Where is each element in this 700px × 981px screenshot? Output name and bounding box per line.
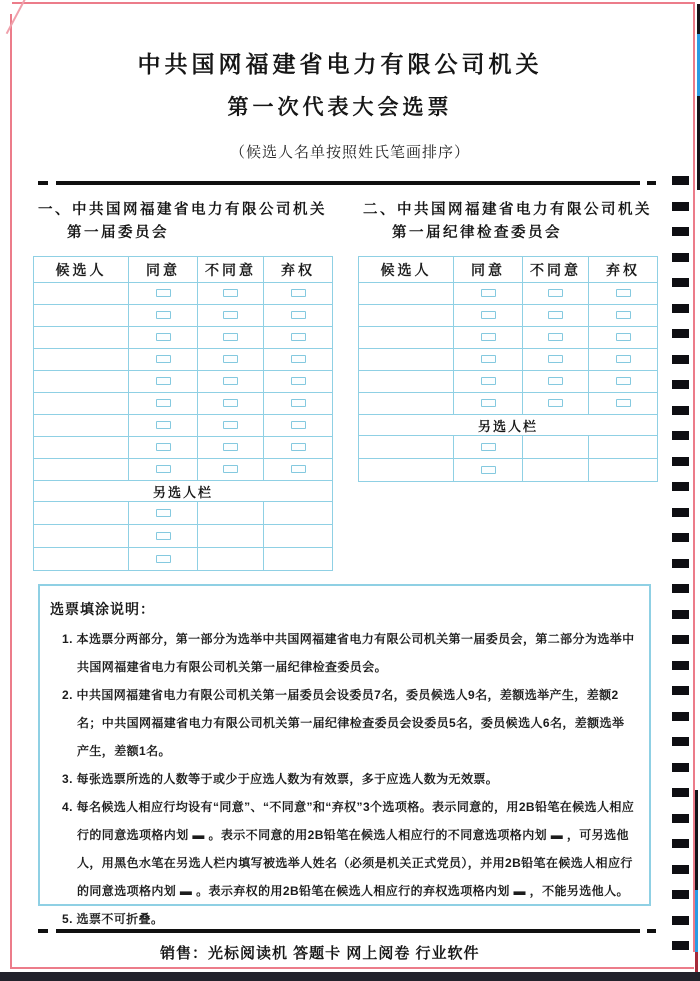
option-cell [129, 327, 198, 349]
option-cell [523, 327, 589, 349]
section2-number: 二、 [363, 202, 397, 218]
option-cell [264, 415, 333, 437]
fill-bubble[interactable] [223, 311, 238, 319]
fill-bubble[interactable] [481, 399, 496, 407]
separator-bar-bottom [56, 929, 640, 933]
omr-timing-mark [672, 610, 689, 619]
column-header-1: 同意 [454, 257, 523, 283]
table-row [359, 459, 658, 482]
fill-bubble[interactable] [481, 333, 496, 341]
column-header-0: 候选人 [34, 257, 129, 283]
fill-bubble[interactable] [223, 421, 238, 429]
option-cell [264, 525, 333, 548]
fill-bubble[interactable] [223, 289, 238, 297]
table-row [359, 283, 658, 305]
option-cell [264, 548, 333, 571]
option-cell [129, 525, 198, 548]
table-row [34, 371, 333, 393]
candidate-name-cell [359, 349, 454, 371]
omr-timing-mark [672, 865, 689, 874]
candidate-name-cell [359, 327, 454, 349]
fill-bubble[interactable] [223, 355, 238, 363]
section1-number: 一、 [38, 202, 72, 218]
fill-bubble[interactable] [481, 377, 496, 385]
option-cell [523, 436, 589, 459]
candidate-name-cell [359, 305, 454, 327]
write-in-name-cell[interactable] [34, 525, 129, 548]
fill-bubble[interactable] [291, 399, 306, 407]
fill-bubble[interactable] [616, 289, 631, 297]
option-cell [454, 371, 523, 393]
omr-timing-mark [672, 890, 689, 899]
option-cell [198, 437, 264, 459]
fill-bubble[interactable] [481, 443, 496, 451]
omr-timing-mark [672, 176, 689, 185]
option-cell [589, 371, 658, 393]
write-in-name-cell[interactable] [34, 502, 129, 525]
subtitle-sort-note: （候选人名单按照姓氏笔画排序） [229, 145, 470, 161]
candidate-name-cell [34, 393, 129, 415]
scan-corner-artifact [6, 0, 27, 34]
table-row [359, 327, 658, 349]
option-cell [454, 459, 523, 482]
option-cell [198, 393, 264, 415]
separator-bar-top [56, 181, 640, 185]
fill-bubble[interactable] [156, 399, 171, 407]
table-row [34, 525, 333, 548]
instructions-title: 选票填涂说明： [50, 601, 155, 617]
omr-timing-mark [672, 814, 689, 823]
fill-bubble[interactable] [223, 399, 238, 407]
option-cell [264, 283, 333, 305]
fill-bubble[interactable] [223, 443, 238, 451]
candidate-name-cell [34, 327, 129, 349]
fill-bubble[interactable] [291, 311, 306, 319]
fill-bubble[interactable] [548, 377, 563, 385]
option-cell [523, 283, 589, 305]
option-cell [264, 371, 333, 393]
table-row [34, 393, 333, 415]
option-cell [264, 327, 333, 349]
instruction-item-5: 5. 选票不可折叠。 [62, 912, 164, 926]
fill-bubble[interactable] [548, 333, 563, 341]
omr-timing-mark [672, 584, 689, 593]
fill-bubble[interactable] [291, 355, 306, 363]
instruction-item-1: 1. 本选票分两部分，第一部分为选举中共国网福建省电力有限公司机关第一届委员会，第二部分为选举中共国网福建省电力有限公司机关第一届纪律检查委员会。 [62, 632, 635, 674]
page-title: 中共国网福建省电力有限公司机关 [137, 51, 543, 77]
write-in-section-label: 另选人栏 [34, 481, 333, 502]
fill-bubble[interactable] [291, 465, 306, 473]
scan-edge-top [12, 2, 693, 4]
candidate-name-cell [34, 459, 129, 481]
instructions-box [38, 584, 651, 926]
fill-bubble[interactable] [291, 377, 306, 385]
option-cell [198, 327, 264, 349]
option-cell [454, 393, 523, 415]
table-row [359, 393, 658, 415]
option-cell [198, 371, 264, 393]
fill-bubble[interactable] [291, 443, 306, 451]
option-cell [523, 371, 589, 393]
table-row [359, 436, 658, 459]
omr-timing-mark [672, 635, 689, 644]
table-row [359, 371, 658, 393]
fill-bubble[interactable] [223, 333, 238, 341]
option-cell [589, 349, 658, 371]
candidate-name-cell [359, 283, 454, 305]
instructions-list [40, 625, 649, 933]
table-row [34, 349, 333, 371]
omr-timing-mark [672, 661, 689, 670]
omr-timing-mark [672, 559, 689, 568]
table-row [34, 437, 333, 459]
candidate-name-cell [34, 415, 129, 437]
omr-timing-mark [672, 788, 689, 797]
omr-timing-mark [672, 482, 689, 491]
fill-bubble[interactable] [481, 311, 496, 319]
candidate-name-cell [34, 283, 129, 305]
table-row [34, 283, 333, 305]
omr-timing-mark [672, 253, 689, 262]
table-row [34, 459, 333, 481]
separator-dash-right-bottom [647, 929, 656, 933]
column-header-3: 弃权 [264, 257, 333, 283]
fill-bubble[interactable] [156, 355, 171, 363]
option-cell [523, 459, 589, 482]
table-row [359, 349, 658, 371]
option-cell [198, 305, 264, 327]
instruction-item-3: 3. 每张选票所选的人数等于或少于应选人数为有效票，多于应选人数为无效票。 [62, 772, 499, 786]
fill-bubble[interactable] [156, 555, 171, 563]
option-cell [198, 349, 264, 371]
omr-timing-mark [672, 406, 689, 415]
option-cell [523, 393, 589, 415]
option-cell [129, 502, 198, 525]
fill-bubble[interactable] [156, 509, 171, 517]
section1-org: 中共国网福建省电力有限公司机关 [72, 202, 327, 218]
option-cell [129, 305, 198, 327]
table-row [359, 305, 658, 327]
table-row [34, 502, 333, 525]
fill-bubble[interactable] [548, 355, 563, 363]
option-cell [198, 459, 264, 481]
omr-timing-mark [672, 457, 689, 466]
option-cell [589, 283, 658, 305]
option-cell [264, 393, 333, 415]
option-cell [198, 502, 264, 525]
option-cell [129, 349, 198, 371]
discipline-ballot-table [358, 256, 658, 482]
fill-bubble[interactable] [481, 355, 496, 363]
option-cell [454, 305, 523, 327]
option-cell [589, 393, 658, 415]
omr-timing-mark [672, 737, 689, 746]
fill-bubble[interactable] [548, 311, 563, 319]
option-cell [454, 349, 523, 371]
fill-bubble[interactable] [548, 399, 563, 407]
scan-edge-bottom [10, 967, 694, 969]
vendor-sales-line: 销售：光标阅读机 答题卡 网上阅卷 行业软件 [160, 945, 480, 962]
option-cell [264, 437, 333, 459]
option-cell [589, 327, 658, 349]
omr-timing-mark [672, 227, 689, 236]
option-cell [129, 415, 198, 437]
fill-bubble[interactable] [156, 443, 171, 451]
fill-bubble[interactable] [156, 311, 171, 319]
omr-timing-mark [672, 202, 689, 211]
fill-bubble[interactable] [291, 289, 306, 297]
fill-bubble[interactable] [156, 289, 171, 297]
omr-timing-mark [672, 686, 689, 695]
fill-bubble[interactable] [548, 289, 563, 297]
option-cell [129, 459, 198, 481]
fill-bubble[interactable] [156, 377, 171, 385]
section2-org: 中共国网福建省电力有限公司机关 [397, 202, 652, 218]
option-cell [454, 327, 523, 349]
option-cell [523, 305, 589, 327]
fill-bubble[interactable] [616, 333, 631, 341]
fill-bubble[interactable] [616, 377, 631, 385]
candidate-name-cell [34, 371, 129, 393]
option-cell [198, 283, 264, 305]
omr-timing-mark [672, 763, 689, 772]
option-cell [523, 349, 589, 371]
option-cell [264, 349, 333, 371]
option-cell [589, 436, 658, 459]
option-cell [129, 437, 198, 459]
table-row [34, 548, 333, 571]
fill-bubble[interactable] [223, 465, 238, 473]
column-header-0: 候选人 [359, 257, 454, 283]
omr-timing-mark [672, 278, 689, 287]
instruction-item-2: 2. 中共国网福建省电力有限公司机关第一届委员会设委员7名，委员候选人9名，差额选举产生，差额2名；中共国网福建省电力有限公司机关第一届纪律检查委员会设委员5名，委员候选人6名，差额选举产生，差额1名。 [62, 688, 625, 758]
option-cell [198, 548, 264, 571]
omr-timing-mark [672, 941, 689, 950]
separator-dash-right [647, 181, 656, 185]
write-in-name-cell[interactable] [359, 436, 454, 459]
omr-timing-mark [672, 712, 689, 721]
option-cell [198, 525, 264, 548]
omr-timing-mark [672, 329, 689, 338]
column-header-3: 弃权 [589, 257, 658, 283]
scan-bottom-band [0, 972, 700, 981]
section2-heading [363, 198, 652, 219]
page-title-line2: 第一次代表大会选票 [227, 96, 453, 119]
omr-timing-mark [672, 916, 689, 925]
option-cell [129, 393, 198, 415]
table-row [34, 305, 333, 327]
omr-timing-mark [672, 355, 689, 364]
option-cell [129, 283, 198, 305]
option-cell [454, 436, 523, 459]
scan-strip-blue-bottom [695, 890, 698, 952]
omr-timing-mark [672, 533, 689, 542]
omr-timing-mark [672, 508, 689, 517]
option-cell [589, 305, 658, 327]
option-cell [264, 305, 333, 327]
option-cell [264, 502, 333, 525]
separator-dash-left-bottom [38, 929, 48, 933]
option-cell [589, 459, 658, 482]
separator-dash-left [38, 181, 48, 185]
scan-strip-black-lower [695, 790, 698, 890]
omr-timing-mark [672, 431, 689, 440]
fill-bubble[interactable] [156, 532, 171, 540]
candidate-name-cell [34, 437, 129, 459]
write-in-name-cell[interactable] [34, 548, 129, 571]
section2-committee: 第一届纪律检查委员会 [392, 225, 562, 241]
column-header-2: 不同意 [523, 257, 589, 283]
committee-ballot-table [33, 256, 333, 571]
omr-timing-mark [672, 839, 689, 848]
fill-bubble[interactable] [481, 466, 496, 474]
omr-timing-mark [672, 304, 689, 313]
write-in-name-cell[interactable] [359, 459, 454, 482]
fill-bubble[interactable] [223, 377, 238, 385]
fill-bubble[interactable] [291, 333, 306, 341]
section1-heading [38, 198, 327, 219]
candidate-name-cell [359, 393, 454, 415]
table-row [34, 415, 333, 437]
omr-timing-mark [672, 380, 689, 389]
fill-bubble[interactable] [616, 355, 631, 363]
option-cell [198, 415, 264, 437]
fill-bubble[interactable] [616, 399, 631, 407]
fill-bubble[interactable] [156, 333, 171, 341]
option-cell [129, 548, 198, 571]
instruction-item-4: 4. 每名候选人相应行均设有“同意”、“不同意”和“弃权”3个选项格。表示同意的，用2B铅笔在候选人相应行的同意选项格内划 ▬ 。表示不同意的用2B铅笔在候选人相应行的不同意选项格内划 ▬ ，可另选他人，用黑色水笔在另选人栏内填写被选举人姓名（必须是机关正式党员），并用2B铅笔在候选人相应行的同意选项格内划 ▬ 。表示弃权的用2B铅笔在候选人相应行的弃权选项格内划 ▬ ，不能另选他人。 [62, 800, 635, 898]
option-cell [454, 283, 523, 305]
fill-bubble[interactable] [156, 465, 171, 473]
option-cell [129, 371, 198, 393]
table-row [34, 327, 333, 349]
fill-bubble[interactable] [156, 421, 171, 429]
candidate-name-cell [34, 305, 129, 327]
write-in-section-label: 另选人栏 [359, 415, 658, 436]
column-header-2: 不同意 [198, 257, 264, 283]
fill-bubble[interactable] [616, 311, 631, 319]
candidate-name-cell [34, 349, 129, 371]
candidate-name-cell [359, 371, 454, 393]
column-header-1: 同意 [129, 257, 198, 283]
fill-bubble[interactable] [291, 421, 306, 429]
fill-bubble[interactable] [481, 289, 496, 297]
section1-committee: 第一届委员会 [67, 225, 169, 241]
option-cell [264, 459, 333, 481]
